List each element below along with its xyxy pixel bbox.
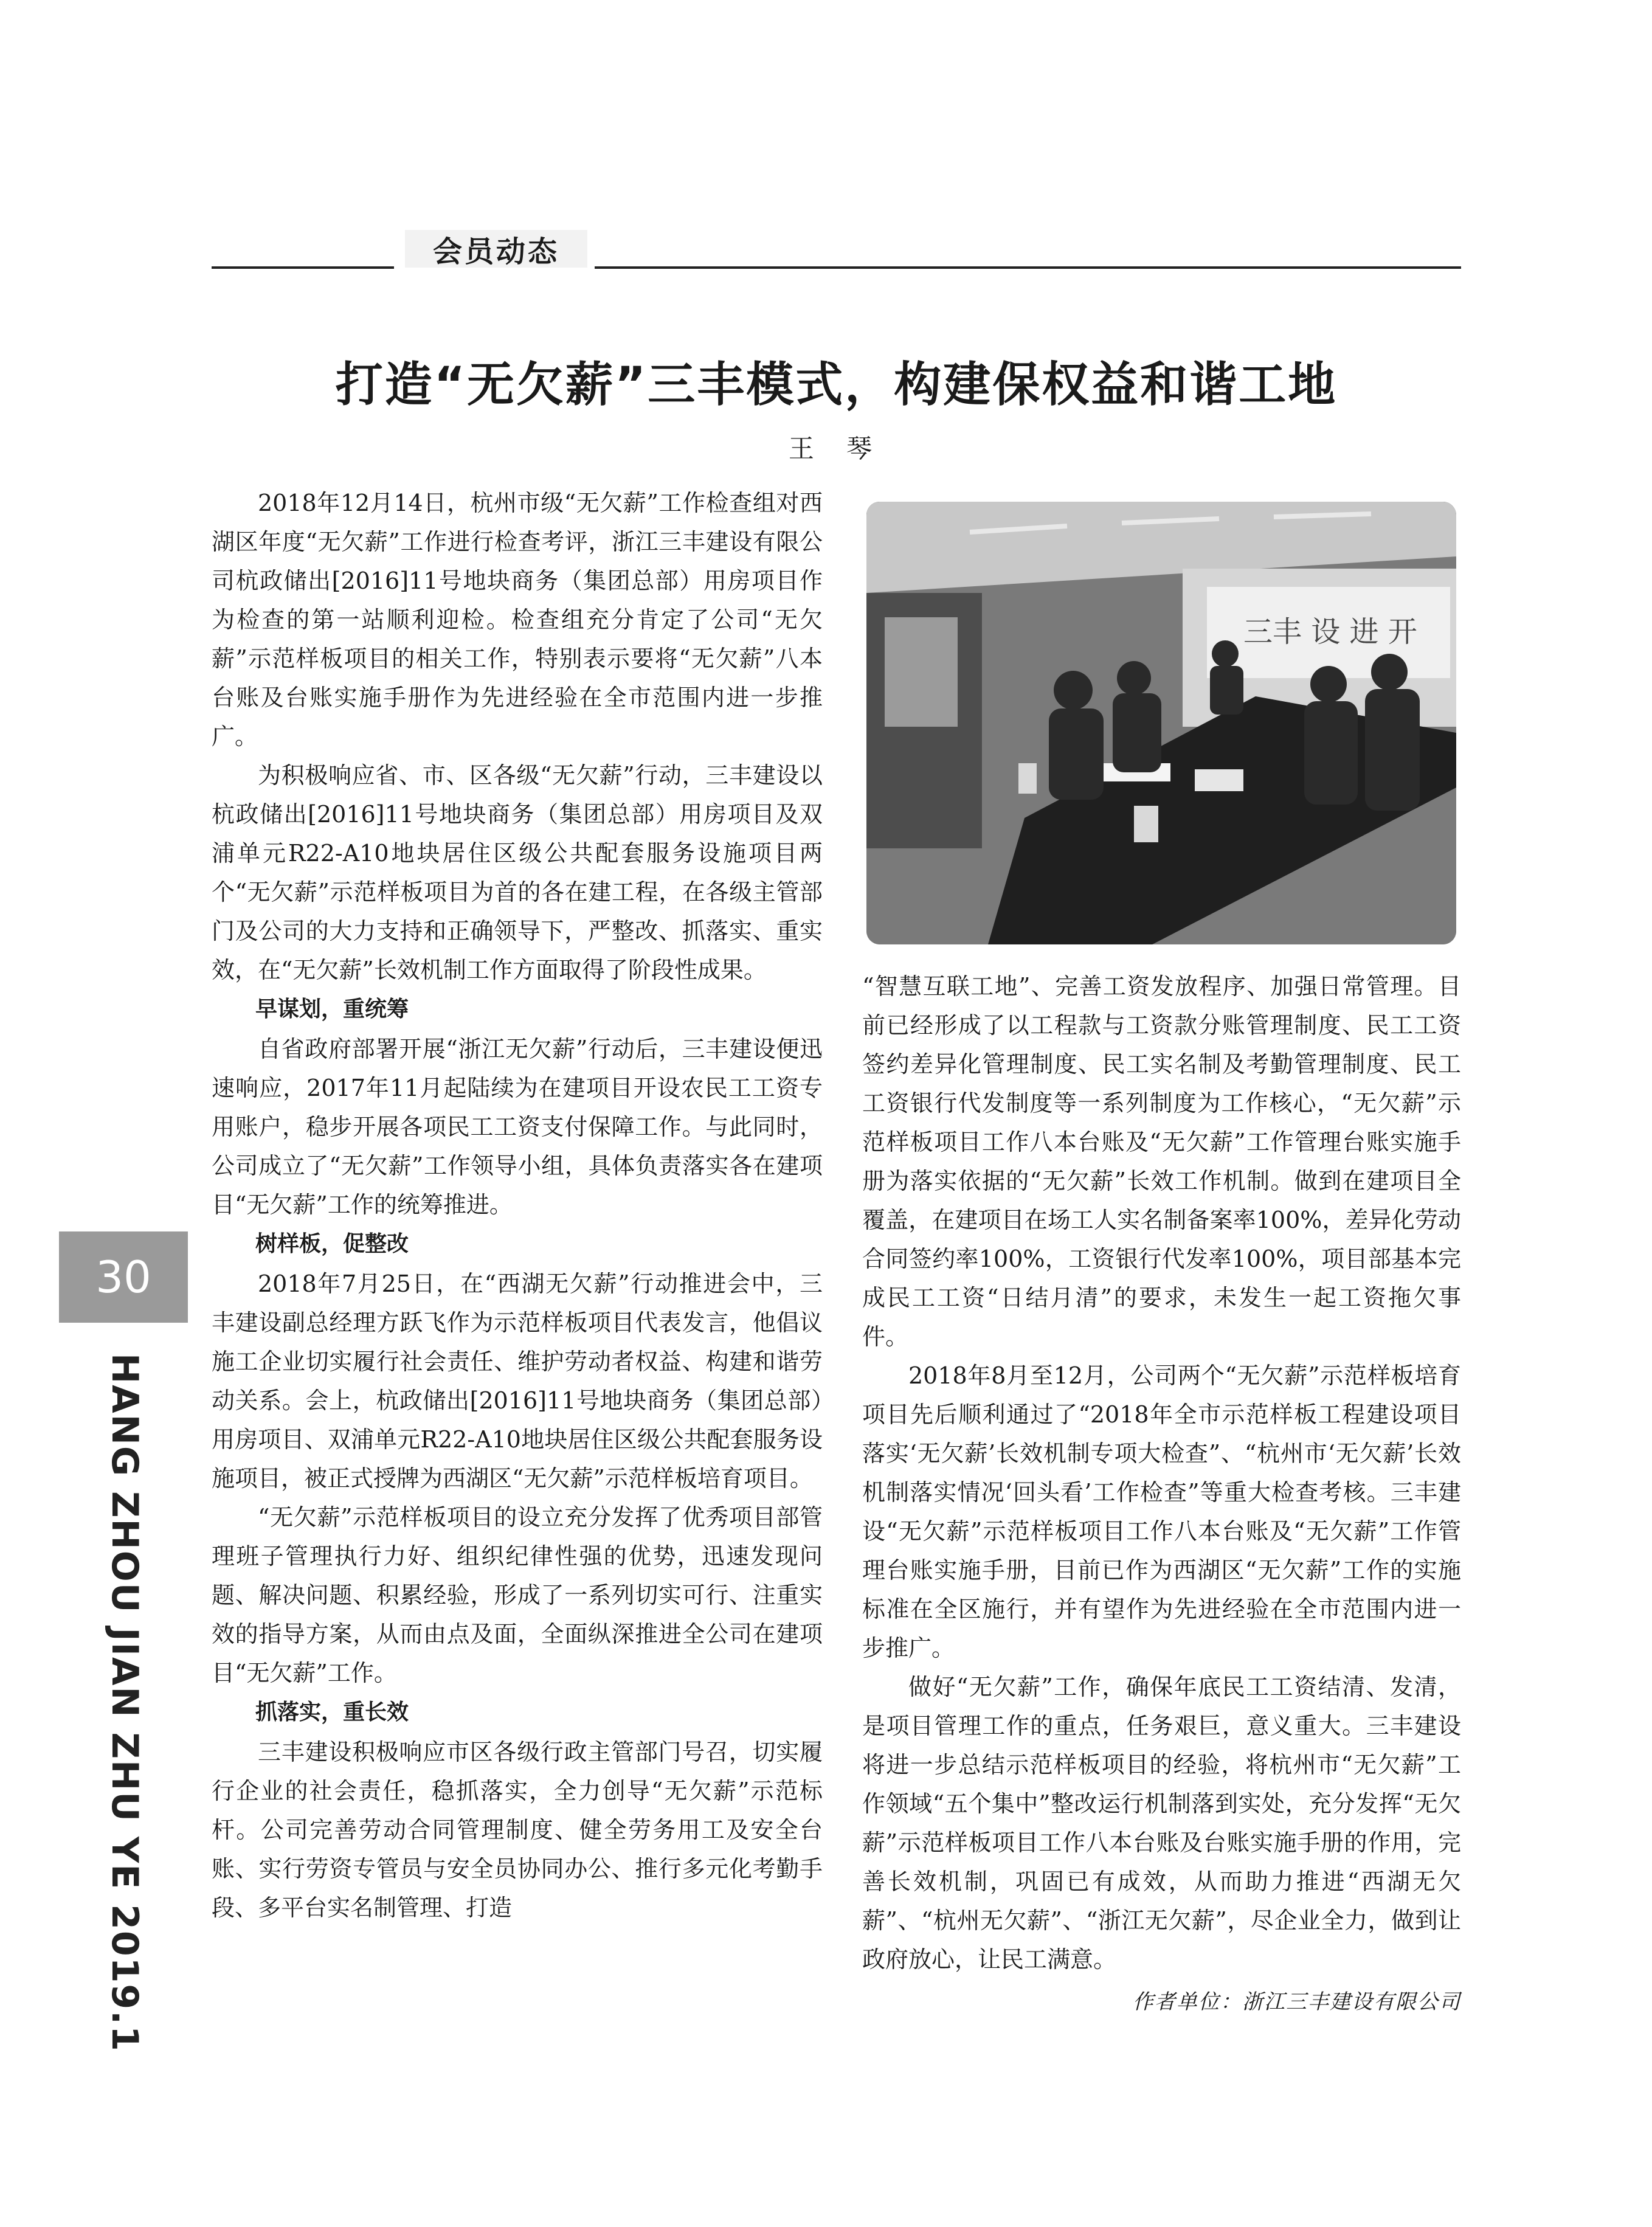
banner-text: 三丰 设 进 开 xyxy=(1243,615,1417,649)
paragraph: 2018年7月25日，在“西湖无欠薪”行动推进会中，三丰建设副总经理方跃飞作为示范样板项目代表发言，他倡议施工企业切实履行社会责任、维护劳动者权益、构建和谐劳动关系。会上，杭政储出[2016]11号地块商务（集团总部）用房项目、双浦单元R22-A10地块居住区级公共配套服务设施项目，被正式授牌为西湖区“无欠薪”示范样板培育项目。 xyxy=(212,1270,823,1492)
meeting-photo xyxy=(866,502,1456,944)
journal-vertical-label xyxy=(82,1353,167,2052)
left-column xyxy=(212,483,823,1927)
meeting-photo-illustration xyxy=(866,502,1456,944)
paragraph-continuation: “智慧互联工地”、完善工资发放程序、加强日常管理。目前已经形成了以工程款与工资款分账管理制度、民工工资签约差异化管理制度、民工实名制及考勤管理制度、民工工资银行代发制度等一系列制度为工作核心，“无欠薪”示范样板项目工作八本台账及“无欠薪”工作管理台账实施手册为落实依据的“无欠薪”长效工作机制。做到在建项目全覆盖，在建项目在场工人实名制备案率100%，差异化劳动合同签约率100%，工资银行代发率100%，项目部基本完成民工工资“日结月清”的要求，未发生一起工资拖欠事件。 xyxy=(862,973,1461,1350)
header-rule-right xyxy=(595,266,1461,269)
subheading: 树样板，促整改 xyxy=(255,1231,409,1256)
section-header xyxy=(212,225,1461,268)
paragraph: “无欠薪”示范样板项目的设立充分发挥了优秀项目部管理班子管理执行力好、组织纪律性强的优势，迅速发现问题、解决问题、积累经验，形成了一系列切实可行、注重实效的指导方案，从而由点及面，全面纵深推进全公司在建项目“无欠薪”工作。 xyxy=(212,1504,823,1686)
author-affiliation: 作者单位：浙江三丰建设有限公司 xyxy=(1133,1990,1461,2014)
subheading: 早谋划，重统筹 xyxy=(255,997,409,1022)
paragraph: 三丰建设积极响应市区各级行政主管部门号召，切实履行企业的社会责任，稳抓落实，全力创导“无欠薪”示范标杆。公司完善劳动合同管理制度、健全劳务用工及安全台账、实行劳资专管员与安全员协同办公、推行多元化考勤手段、多平台实名制管理、打造 xyxy=(212,1739,823,1921)
paragraph: 为积极响应省、市、区各级“无欠薪”行动，三丰建设以杭政储出[2016]11号地块商务（集团总部）用房项目及双浦单元R22-A10地块居住区级公共配套服务设施项目两个“无欠薪”示范样板项目为首的各在建工程，在各级主管部门及公司的大力支持和正确领导下，严整改、抓落实、重实效，在“无欠薪”长效机制工作方面取得了阶段性成果。 xyxy=(212,762,823,983)
paragraph: 2018年12月14日，杭州市级“无欠薪”工作检查组对西湖区年度“无欠薪”工作进行检查考评，浙江三丰建设有限公司杭政储出[2016]11号地块商务（集团总部）用房项目作为检查的第一站顺利迎检。检查组充分肯定了公司“无欠薪”示范样板项目的相关工作，特别表示要将“无欠薪”八本台账及台账实施手册作为先进经验在全市范围内进一步推广。 xyxy=(212,490,823,750)
right-column xyxy=(862,967,1461,2021)
journal-name: HANG ZHOU JIAN ZHU YE 2019.1 xyxy=(103,1353,146,2052)
article-author: 王 琴 xyxy=(788,434,885,463)
article-title: 打造“无欠薪”三丰模式，构建保权益和谐工地 xyxy=(335,358,1338,412)
section-label: 会员动态 xyxy=(405,230,587,268)
page-number: 30 xyxy=(59,1231,188,1323)
paragraph: 做好“无欠薪”工作，确保年底民工工资结清、发清，是项目管理工作的重点，任务艰巨，意义重大。三丰建设将进一步总结示范样板项目的经验，将杭州市“无欠薪”工作领域“五个集中”整改运行机制落到实处，充分发挥“无欠薪”示范样板项目工作八本台账及台账实施手册的作用，完善长效机制，巩固已有成效，从而助力推进“西湖无欠薪”、“杭州无欠薪”、“浙江无欠薪”，尽企业全力，做到让政府放心，让民工满意。 xyxy=(862,1674,1461,1973)
header-rule-left xyxy=(212,266,394,269)
subheading: 抓落实，重长效 xyxy=(255,1700,409,1725)
paragraph: 自省政府部署开展“浙江无欠薪”行动后，三丰建设便迅速响应，2017年11月起陆续为在建项目开设农民工工资专用账户，稳步开展各项民工工资支付保障工作。与此同时，公司成立了“无欠薪”工作领导小组，具体负责落实各在建项目“无欠薪”工作的统筹推进。 xyxy=(212,1036,823,1218)
paragraph: 2018年8月至12月，公司两个“无欠薪”示范样板培育项目先后顺利通过了“2018年全市示范样板工程建设项目落实‘无欠薪’长效机制专项大检查”、“杭州市‘无欠薪’长效机制落实情况‘回头看’工作检查”等重大检查考核。三丰建设“无欠薪”示范样板项目工作八本台账及“无欠薪”工作管理台账实施手册，目前已作为西湖区“无欠薪”工作的实施标准在全区施行，并有望作为先进经验在全市范围内进一步推广。 xyxy=(862,1362,1461,1661)
